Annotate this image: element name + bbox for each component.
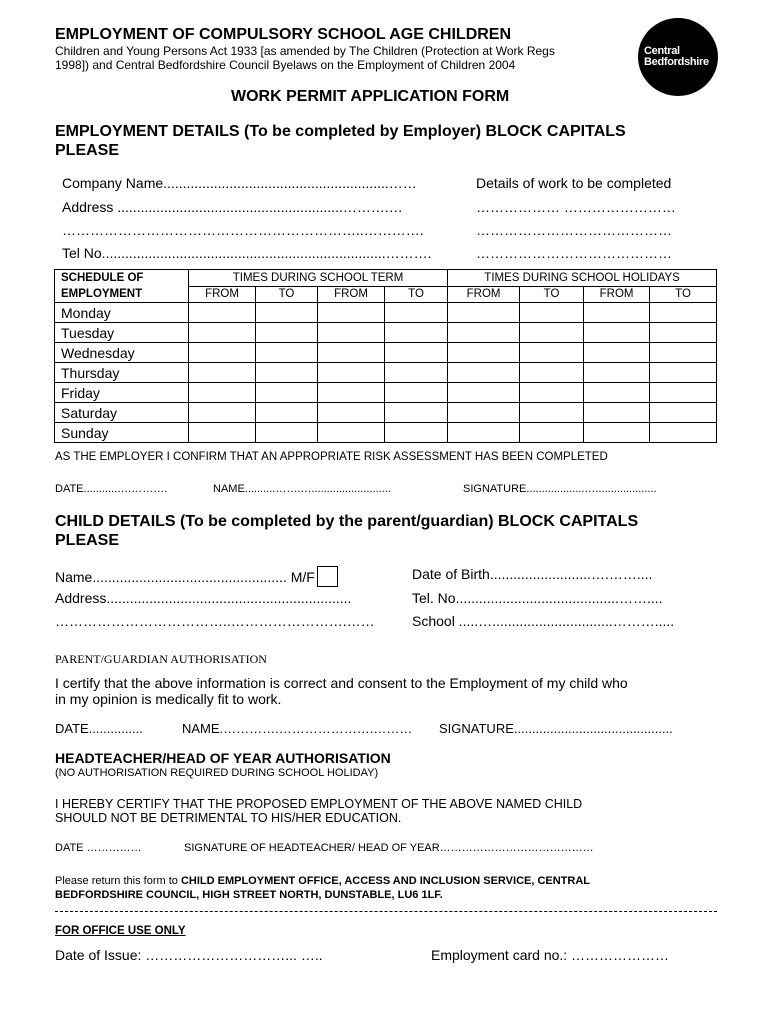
time-cell[interactable] [256, 423, 318, 443]
employer-address-line2[interactable]: ………………………………………………………..…………. [62, 222, 424, 238]
time-cell[interactable] [189, 303, 256, 323]
time-cell[interactable] [520, 403, 584, 423]
time-cell[interactable] [385, 323, 448, 343]
day-label: Saturday [55, 403, 189, 423]
child-address-field[interactable]: Address............................................................... [55, 590, 352, 606]
company-name-field[interactable]: Company Name..........................................................…… [62, 175, 417, 191]
employer-date-field[interactable]: DATE...........….………. [55, 483, 168, 495]
time-cell[interactable] [584, 303, 650, 323]
time-cell[interactable] [650, 323, 717, 343]
time-cell[interactable] [448, 323, 520, 343]
time-cell[interactable] [448, 363, 520, 383]
office-use-heading: FOR OFFICE USE ONLY [55, 925, 186, 937]
schedule-table [54, 269, 717, 443]
holiday-from-header-2: FROM [584, 286, 650, 303]
time-cell[interactable] [650, 363, 717, 383]
employer-tel-field[interactable]: Tel No.........................................................................………. [62, 245, 432, 261]
gender-checkbox[interactable] [317, 566, 338, 587]
time-cell[interactable] [584, 363, 650, 383]
term-from-header-2: FROM [318, 286, 385, 303]
headteacher-date-field[interactable]: DATE …………… [55, 842, 142, 854]
parent-authorisation-heading: PARENT/GUARDIAN AUTHORISATION [55, 652, 267, 666]
employer-address-field[interactable]: Address ..........................................................……….… [62, 199, 403, 215]
time-cell[interactable] [256, 323, 318, 343]
child-address-line2[interactable]: ………………………………..…………………….…… [55, 613, 375, 629]
parent-signature-field[interactable]: SIGNATURE............................................ [439, 721, 673, 736]
time-cell[interactable] [385, 383, 448, 403]
schedule-row [55, 303, 717, 323]
time-cell[interactable] [520, 383, 584, 403]
return-address-line2: BEDFORDSHIRE COUNCIL, HIGH STREET NORTH, DUNSTABLE, LU6 1LF. [55, 889, 443, 901]
headteacher-certify-line2: SHOULD NOT BE DETRIMENTAL TO HIS/HER EDUCATION. [55, 811, 402, 825]
time-cell[interactable] [318, 343, 385, 363]
time-cell[interactable] [520, 303, 584, 323]
schedule-label-line2: EMPLOYMENT [61, 288, 143, 300]
details-of-work-label: Details of work to be completed [476, 175, 672, 191]
day-label: Sunday [55, 423, 189, 443]
time-cell[interactable] [256, 363, 318, 383]
time-cell[interactable] [650, 303, 717, 323]
parent-name-field[interactable]: NAME.………….………………….……… [182, 721, 413, 736]
time-cell[interactable] [448, 423, 520, 443]
child-name-field[interactable] [55, 566, 338, 587]
time-cell[interactable] [385, 303, 448, 323]
schedule-row [55, 343, 717, 363]
time-cell[interactable] [520, 343, 584, 363]
holiday-from-header: FROM [448, 286, 520, 303]
child-heading-line1: CHILD DETAILS (To be completed by the parent/guardian) BLOCK CAPITALS [55, 513, 639, 530]
risk-assessment-confirmation: AS THE EMPLOYER I CONFIRM THAT AN APPROPRIATE RISK ASSESSMENT HAS BEEN COMPLETED [55, 451, 608, 463]
logo-text-line2: Bedfordshire [644, 56, 709, 68]
parent-certify-line1: I certify that the above information is correct and consent to the Employment of my child who [55, 675, 628, 691]
employer-name-field[interactable]: NAME..........…….….......................... [213, 483, 391, 495]
day-label: Monday [55, 303, 189, 323]
date-of-birth-field[interactable]: Date of Birth..........................….…….... [412, 566, 653, 582]
time-cell[interactable] [318, 403, 385, 423]
details-of-work-line1[interactable]: ……………… …………………… [476, 199, 676, 215]
parent-certify-line2: in my opinion is medically fit to work. [55, 691, 282, 707]
details-of-work-line2[interactable]: …………………………………… [476, 222, 672, 238]
central-bedfordshire-logo [638, 18, 718, 96]
return-instructions [55, 875, 590, 887]
child-heading-line2: PLEASE [55, 532, 120, 549]
details-of-work-line3[interactable]: …………………………………… [476, 245, 672, 261]
employment-card-number-field[interactable]: Employment card no.: ………………… [431, 947, 670, 963]
schedule-label-line1: SCHEDULE OF [61, 272, 144, 284]
headteacher-heading: HEADTEACHER/HEAD OF YEAR AUTHORISATION [55, 750, 391, 766]
date-of-issue-field[interactable]: Date of Issue: …………………………... ….. [55, 947, 323, 963]
time-cell[interactable] [584, 343, 650, 363]
day-label: Wednesday [55, 343, 189, 363]
term-times-header: TIMES DURING SCHOOL TERM [189, 270, 448, 287]
time-cell[interactable] [256, 383, 318, 403]
employer-heading-line1: EMPLOYMENT DETAILS (To be completed by Employer) BLOCK CAPITALS [55, 123, 626, 140]
day-label: Thursday [55, 363, 189, 383]
time-cell[interactable] [189, 423, 256, 443]
employer-heading-line2: PLEASE [55, 142, 120, 159]
time-cell[interactable] [385, 343, 448, 363]
form-title: WORK PERMIT APPLICATION FORM [231, 88, 510, 105]
time-cell[interactable] [448, 403, 520, 423]
time-cell[interactable] [385, 403, 448, 423]
time-cell[interactable] [256, 303, 318, 323]
schedule-row [55, 423, 717, 443]
time-cell[interactable] [318, 363, 385, 383]
time-cell[interactable] [448, 343, 520, 363]
time-cell[interactable] [584, 323, 650, 343]
time-cell[interactable] [189, 403, 256, 423]
holiday-to-header: TO [520, 286, 584, 303]
time-cell[interactable] [584, 423, 650, 443]
time-cell[interactable] [189, 343, 256, 363]
time-cell[interactable] [448, 383, 520, 403]
time-cell[interactable] [318, 383, 385, 403]
time-cell[interactable] [584, 403, 650, 423]
day-label: Tuesday [55, 323, 189, 343]
headteacher-signature-field[interactable]: SIGNATURE OF HEADTEACHER/ HEAD OF YEAR…………………………………… [184, 842, 594, 854]
time-cell[interactable] [318, 323, 385, 343]
time-cell[interactable] [650, 423, 717, 443]
time-cell[interactable] [520, 363, 584, 383]
term-to-header-2: TO [385, 286, 448, 303]
term-from-header: FROM [189, 286, 256, 303]
return-prefix: Please return this form to [55, 875, 181, 887]
time-cell[interactable] [448, 303, 520, 323]
time-cell[interactable] [385, 363, 448, 383]
document-title: EMPLOYMENT OF COMPULSORY SCHOOL AGE CHILDREN [55, 26, 512, 43]
time-cell[interactable] [318, 423, 385, 443]
separator-line [55, 911, 717, 912]
schedule-row [55, 323, 717, 343]
act-reference-line1: Children and Young Persons Act 1933 [as amended by The Children (Protection at Work Regs [55, 44, 555, 58]
day-label: Friday [55, 383, 189, 403]
school-field[interactable]: School .....…...............................………..... [412, 613, 675, 629]
schedule-row [55, 383, 717, 403]
schedule-row [55, 403, 717, 423]
term-to-header: TO [256, 286, 318, 303]
time-cell[interactable] [650, 383, 717, 403]
time-cell[interactable] [189, 383, 256, 403]
time-cell[interactable] [189, 363, 256, 383]
parent-date-field[interactable]: DATE............... [55, 721, 143, 736]
time-cell[interactable] [189, 323, 256, 343]
employer-signature-field[interactable]: SIGNATURE...................….................... [463, 483, 657, 495]
logo-text-line1: Central [644, 45, 680, 57]
time-cell[interactable] [520, 423, 584, 443]
child-tel-field[interactable]: Tel. No..........................................…….... [412, 590, 663, 606]
schedule-row [55, 363, 717, 383]
act-reference-line2: 1998]) and Central Bedfordshire Council Byelaws on the Employment of Children 2004 [55, 58, 516, 72]
time-cell[interactable] [256, 343, 318, 363]
time-cell[interactable] [650, 343, 717, 363]
time-cell[interactable] [318, 303, 385, 323]
holiday-to-header-2: TO [650, 286, 717, 303]
time-cell[interactable] [256, 403, 318, 423]
time-cell[interactable] [385, 423, 448, 443]
time-cell[interactable] [520, 323, 584, 343]
holiday-times-header: TIMES DURING SCHOOL HOLIDAYS [448, 270, 717, 287]
return-address-line1: CHILD EMPLOYMENT OFFICE, ACCESS AND INCLUSION SERVICE, CENTRAL [180, 875, 591, 887]
headteacher-certify-line1: I HEREBY CERTIFY THAT THE PROPOSED EMPLOYMENT OF THE ABOVE NAMED CHILD [55, 797, 583, 811]
headteacher-note: (NO AUTHORISATION REQUIRED DURING SCHOOL HOLIDAY) [55, 767, 379, 779]
child-name-label: Name.................................................. M/F [55, 569, 315, 585]
time-cell[interactable] [650, 403, 717, 423]
time-cell[interactable] [584, 383, 650, 403]
schedule-label [55, 270, 189, 303]
